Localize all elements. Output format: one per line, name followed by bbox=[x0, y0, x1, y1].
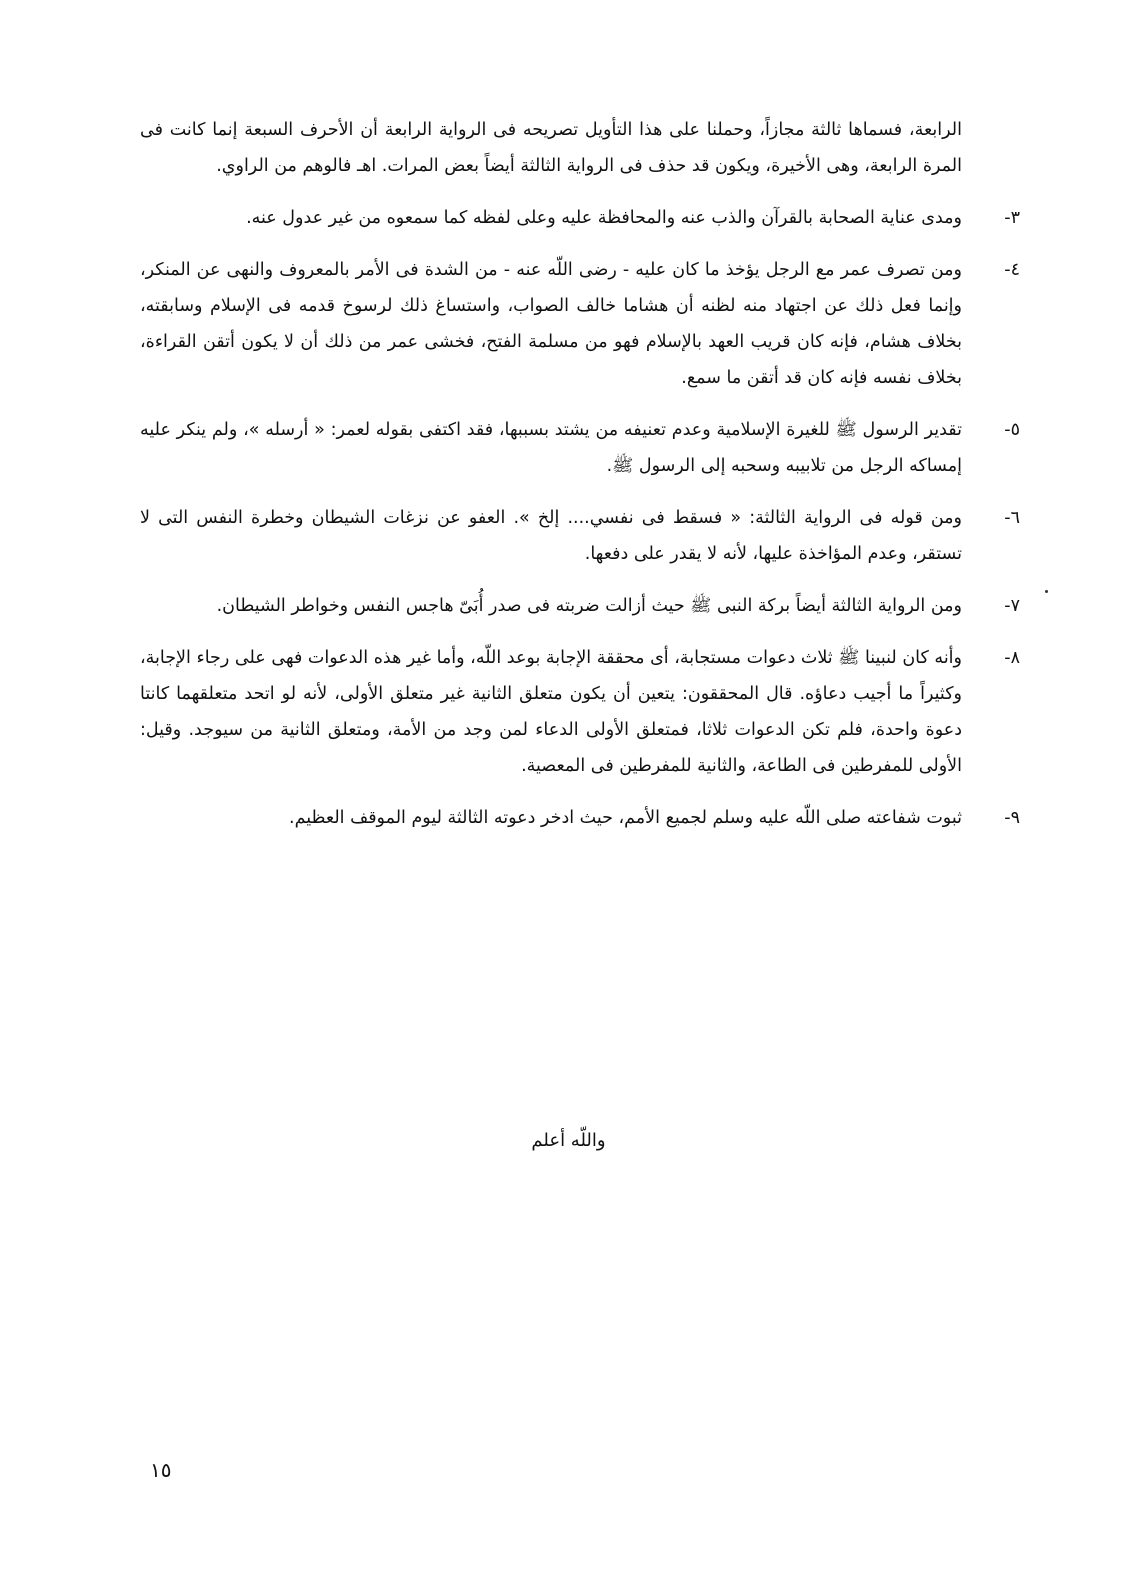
item-number: ٨- bbox=[1004, 648, 1020, 668]
item-number: ٧- bbox=[1004, 596, 1020, 616]
intro-paragraph: الرابعة، فسماها ثالثة مجازاً، وحملنا على هذا التأويل تصريحه فى الرواية الرابعة أن الأحرف السبعة إنما كانت فى المرة الرابعة، وهى الأخيرة، ويكون قد حذف فى الرواية الثالثة أيضاً بعض المرات. اهـ فالوهم من الراوي. bbox=[140, 120, 962, 176]
list-item-6 bbox=[140, 500, 1020, 572]
item-text: ومن تصرف عمر مع الرجل يؤخذ ما كان عليه - رضى اللّه عنه - من الشدة فى الأمر بالمعروف والنهى عن المنكر، وإنما فعل ذلك عن اجتهاد منه لظنه أن هشاما خالف الصواب، واستساغ ذلك لرسوخ قدمه فى الإسلام وسابقته، بخلاف هشام، فإنه كان قريب العهد بالإسلام فهو من مسلمة الفتح، فخشى عمر من ذلك أن لا يكون أتقن القراءة، بخلاف نفسه فإنه كان قد أتقن ما سمع. bbox=[140, 260, 962, 388]
item-text: ومن الرواية الثالثة أيضاً بركة النبى ﷺ حيث أزالت ضربته فى صدر أُبَىّ هاجس النفس وخواطر الشيطان. bbox=[216, 596, 962, 616]
list-item-7 bbox=[140, 588, 1020, 624]
page-number: ١٥ bbox=[150, 1458, 172, 1482]
list-item-5 bbox=[140, 412, 1020, 484]
closing-phrase: واللّه أعلم bbox=[531, 1130, 606, 1151]
item-number: ٤- bbox=[1004, 260, 1020, 280]
item-number: ٦- bbox=[1004, 508, 1020, 528]
item-text: تقدير الرسول ﷺ للغيرة الإسلامية وعدم تعنيفه من يشتد بسببها، فقد اكتفى بقوله لعمر: « أرسله »، ولم ينكر عليه إمساكه الرجل من تلابيبه وسحبه إلى الرسول ﷺ. bbox=[140, 420, 962, 476]
list-item-8 bbox=[140, 640, 1020, 784]
list-item-4 bbox=[140, 252, 1020, 396]
item-text: ومدى عناية الصحابة بالقرآن والذب عنه والمحافظة عليه وعلى لفظه كما سمعوه من غير عدول عنه. bbox=[246, 208, 962, 228]
item-number: ٥- bbox=[1004, 420, 1020, 440]
item-text: ومن قوله فى الرواية الثالثة: « فسقط فى نفسي.... إلخ ». العفو عن نزغات الشيطان وخطرة النفس التى لا تستقر، وعدم المؤاخذة عليها، لأنه لا يقدر على دفعها. bbox=[140, 508, 962, 564]
scan-speck bbox=[1045, 590, 1048, 593]
list-item-9 bbox=[140, 800, 1020, 836]
main-text-block bbox=[140, 112, 1020, 852]
item-number: ٣- bbox=[1004, 208, 1020, 228]
list-item-3 bbox=[140, 200, 1020, 236]
item-text: وأنه كان لنبينا ﷺ ثلاث دعوات مستجابة، أى محققة الإجابة بوعد اللّه، وأما غير هذه الدعوات فهى على رجاء الإجابة، وكثيراً ما أجيب دعاؤه. قال المحققون: يتعين أن يكون متعلق الثانية غير متعلق الأولى، لأنه لو اتحد متعلقهما كانتا دعوة واحدة، فلم تكن الدعوات ثلاثا، فمتعلق الأولى الدعاء لمن وجد من الأمة، ومتعلق الثانية من سيوجد. وقيل: الأولى للمفرطين فى الطاعة، والثانية للمفرطين فى المعصية. bbox=[140, 648, 962, 776]
item-text: ثبوت شفاعته صلى اللّه عليه وسلم لجميع الأمم، حيث ادخر دعوته الثالثة ليوم الموقف العظيم. bbox=[289, 808, 962, 828]
item-number: ٩- bbox=[1004, 808, 1020, 828]
